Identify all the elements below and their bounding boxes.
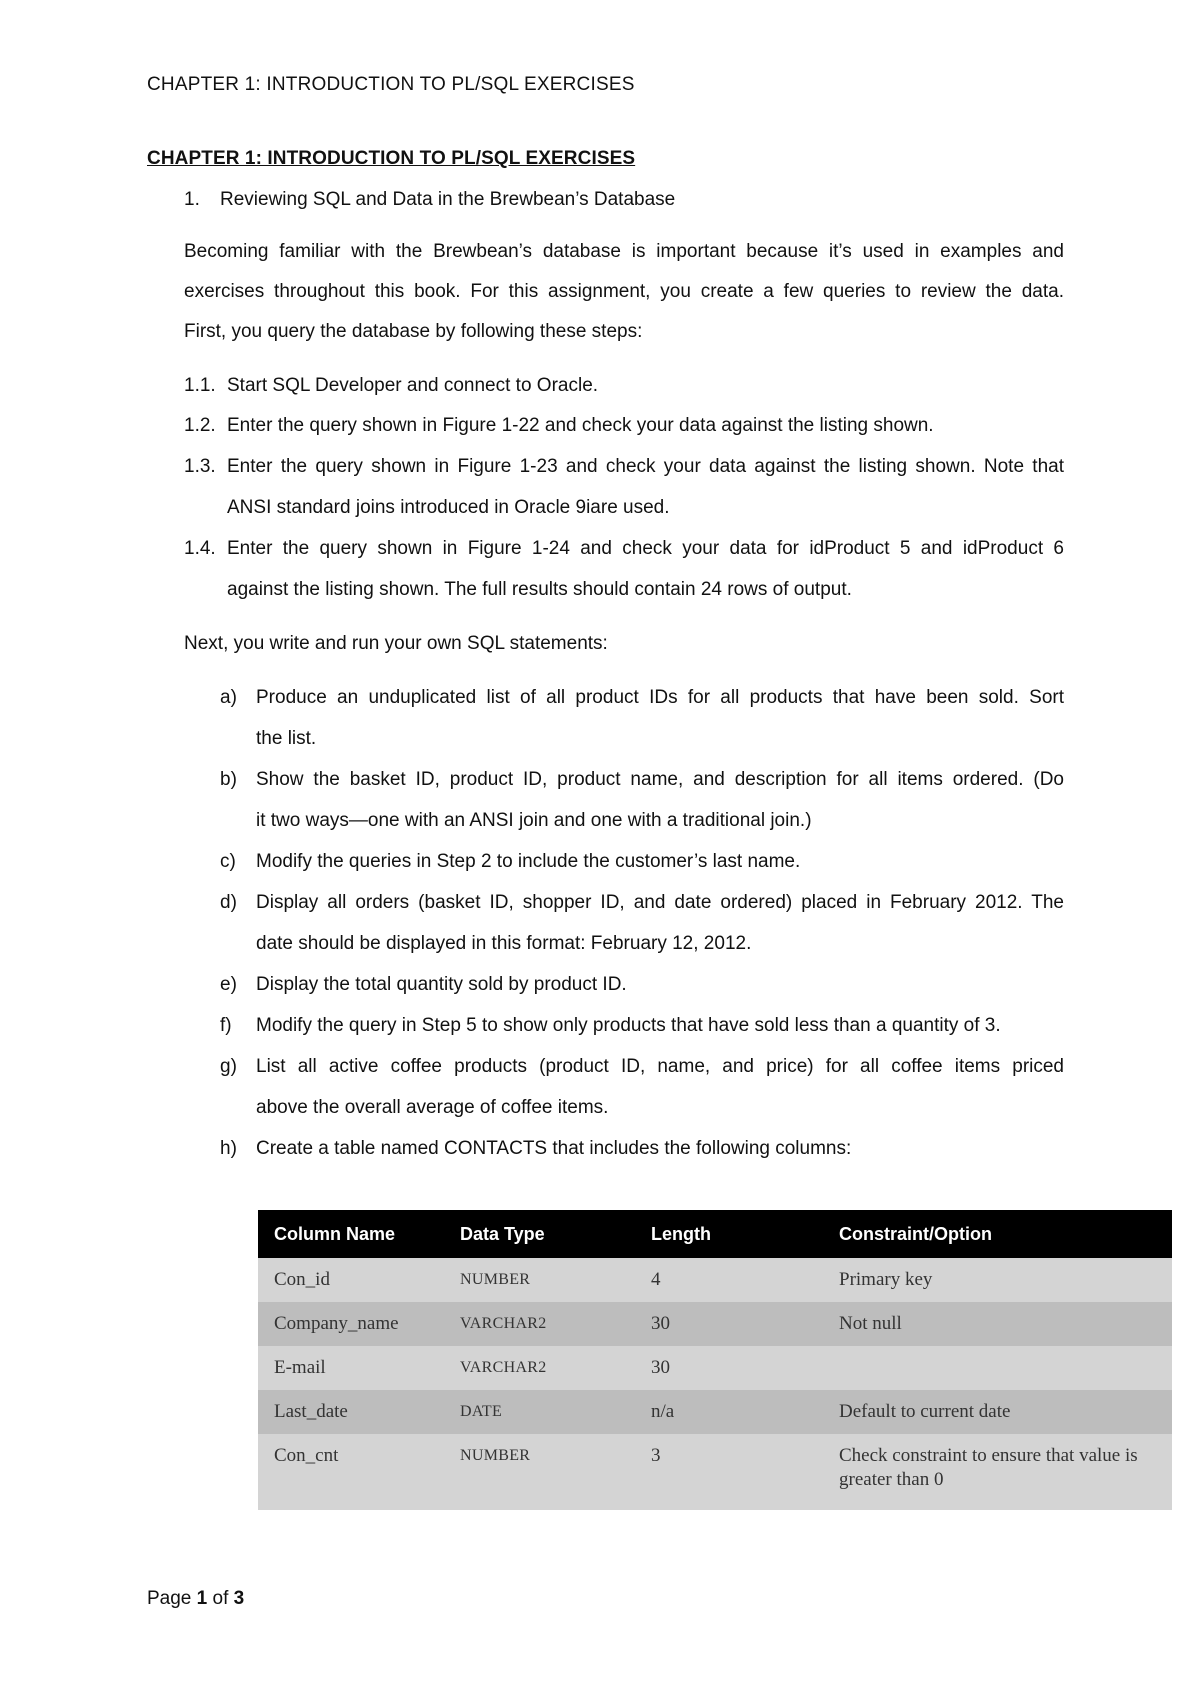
task-text: Display the total quantity sold by product ID.: [256, 974, 627, 995]
step-text: Start SQL Developer and connect to Oracle.: [227, 375, 599, 396]
table-cell: Primary key: [823, 1258, 1172, 1302]
footer-page-total: 3: [233, 1588, 245, 1609]
task-marker: d): [220, 892, 237, 913]
footer-of-word: of: [212, 1588, 229, 1609]
table-cell: DATE: [444, 1390, 635, 1434]
table-cell: 30: [635, 1302, 823, 1346]
table-cell: VARCHAR2: [444, 1302, 635, 1346]
task-marker: e): [220, 974, 237, 995]
task-text: Modify the queries in Step 2 to include the customer’s last name.: [256, 851, 801, 872]
table-cell: Con_cnt: [258, 1434, 444, 1510]
next-intro: Next, you write and run your own SQL statements:: [184, 633, 608, 654]
table-cell: NUMBER: [444, 1258, 635, 1302]
table-cell: E-mail: [258, 1346, 444, 1390]
column-header: Constraint/Option: [823, 1210, 1172, 1258]
table-cell: Check constraint to ensure that value is greater than 0: [823, 1434, 1172, 1510]
section-number: 1.: [184, 189, 200, 210]
table-cell: 4: [635, 1258, 823, 1302]
step-text: ANSI standard joins introduced in Oracle 9iare used.: [227, 497, 670, 518]
table-cell: Company_name: [258, 1302, 444, 1346]
table-row: [258, 1390, 1172, 1434]
task-marker: c): [220, 851, 236, 872]
step-text: Enter the query shown in Figure 1-23 and check your data against the listing shown. Note that: [227, 456, 1064, 477]
running-header: CHAPTER 1: INTRODUCTION TO PL/SQL EXERCISES: [147, 74, 635, 95]
table-row: [258, 1258, 1172, 1302]
step-text: Enter the query shown in Figure 1-22 and check your data against the listing shown.: [227, 415, 934, 436]
intro-line: Becoming familiar with the Brewbean’s database is important because it’s used in examples and: [184, 241, 1064, 262]
task-marker: g): [220, 1056, 237, 1077]
task-text: Display all orders (basket ID, shopper ID, and date ordered) placed in February 2012. The: [256, 892, 1064, 913]
table-header-row: [258, 1210, 1172, 1258]
task-marker: h): [220, 1138, 237, 1159]
table-cell: VARCHAR2: [444, 1346, 635, 1390]
table-cell: n/a: [635, 1390, 823, 1434]
table-row: [258, 1302, 1172, 1346]
task-text: date should be displayed in this format: February 12, 2012.: [256, 933, 752, 954]
task-marker: a): [220, 687, 237, 708]
task-text: List all active coffee products (product ID, name, and price) for all coffee items priced: [256, 1056, 1064, 1077]
page-footer: [147, 1588, 244, 1610]
task-text: Modify the query in Step 5 to show only products that have sold less than a quantity of 3.: [256, 1015, 1001, 1036]
footer-page-number: 1: [196, 1588, 208, 1609]
task-marker: f): [220, 1015, 232, 1036]
step-number: 1.1.: [184, 375, 216, 396]
section-heading: Reviewing SQL and Data in the Brewbean’s Database: [220, 189, 676, 210]
table-cell: 3: [635, 1434, 823, 1510]
table-row: [258, 1434, 1172, 1510]
footer-page-word: Page: [147, 1588, 192, 1609]
table-cell: 30: [635, 1346, 823, 1390]
intro-line: First, you query the database by following these steps:: [184, 321, 643, 342]
table-cell: Not null: [823, 1302, 1172, 1346]
step-text: Enter the query shown in Figure 1-24 and check your data for idProduct 5 and idProduct 6: [227, 538, 1064, 559]
task-text: above the overall average of coffee items.: [256, 1097, 609, 1118]
task-text: Create a table named CONTACTS that includes the following columns:: [256, 1138, 852, 1159]
table-row: [258, 1346, 1172, 1390]
table-cell: NUMBER: [444, 1434, 635, 1510]
table-cell: Default to current date: [823, 1390, 1172, 1434]
column-header: Data Type: [444, 1210, 635, 1258]
task-text: Show the basket ID, product ID, product name, and description for all items ordered. (Do: [256, 769, 1064, 790]
task-text: the list.: [256, 728, 317, 749]
step-text: against the listing shown. The full results should contain 24 rows of output.: [227, 579, 852, 600]
column-header: Length: [635, 1210, 823, 1258]
column-header: Column Name: [258, 1210, 444, 1258]
task-text: Produce an unduplicated list of all product IDs for all products that have been sold. Sort: [256, 687, 1064, 708]
task-text: it two ways—one with an ANSI join and one with a traditional join.): [256, 810, 812, 831]
step-number: 1.2.: [184, 415, 216, 436]
contacts-table: [258, 1210, 1172, 1510]
step-number: 1.3.: [184, 456, 216, 477]
task-marker: b): [220, 769, 237, 790]
step-number: 1.4.: [184, 538, 216, 559]
table-cell: Last_date: [258, 1390, 444, 1434]
document-title: CHAPTER 1: INTRODUCTION TO PL/SQL EXERCISES: [147, 148, 636, 169]
intro-line: exercises throughout this book. For this assignment, you create a few queries to review the data.: [184, 281, 1064, 302]
table-cell: [823, 1346, 1172, 1390]
table-cell: Con_id: [258, 1258, 444, 1302]
